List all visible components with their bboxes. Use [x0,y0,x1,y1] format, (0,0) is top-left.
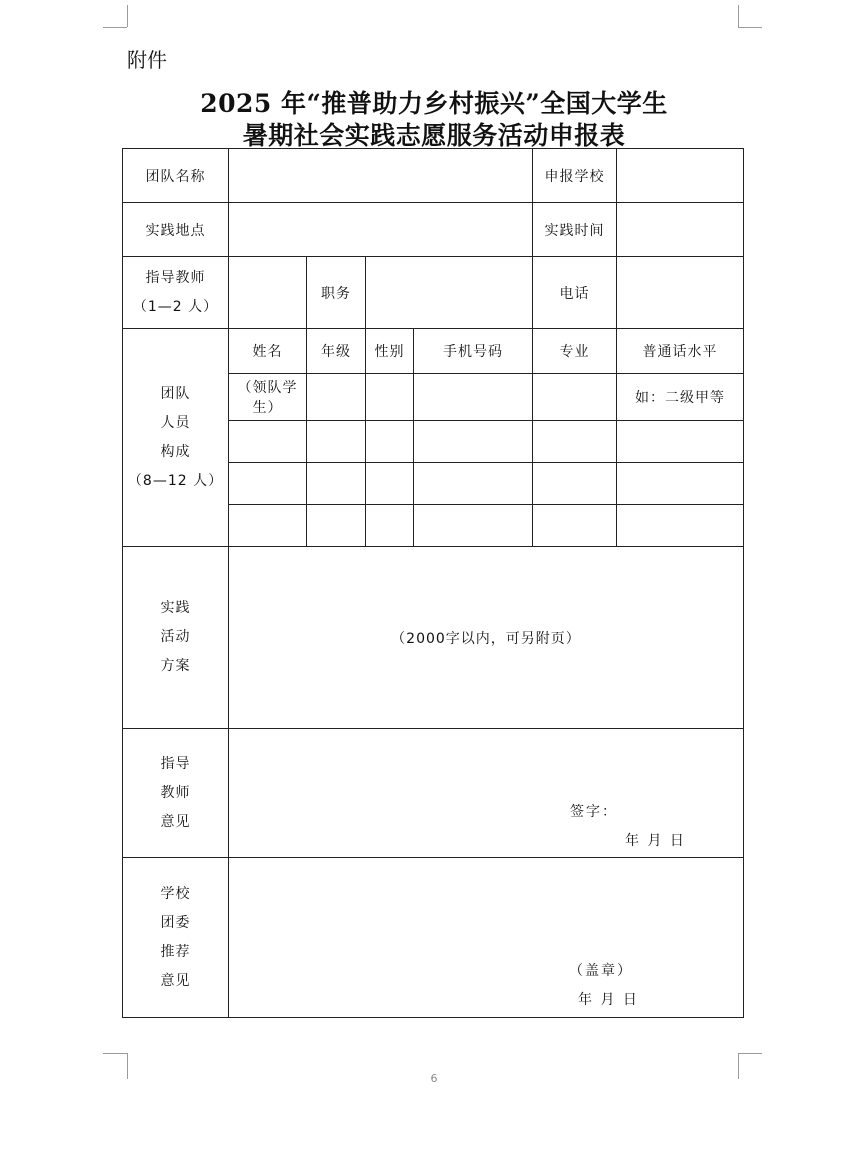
plan-label-line: 活动 [160,629,191,645]
member-cell[interactable] [617,505,744,547]
school-opinion-field[interactable] [229,858,744,1018]
plan-label-line: 实践 [160,600,191,616]
mandarin-example: 如：二级甲等 [617,374,744,421]
row-school-opinion [123,858,744,1018]
row-activity-plan [123,547,744,729]
members-label-line: 人员 [160,414,191,431]
time-field[interactable] [617,203,744,257]
member-cell[interactable] [414,421,533,463]
advisor-label [123,257,229,329]
advisor-opinion-field[interactable] [229,729,744,858]
advisor-opinion-label [123,729,229,858]
school-opinion-label [123,858,229,1018]
school-opinion-label-line: 意见 [160,972,191,989]
crop-mark-top-left [127,5,128,27]
column-header-mobile: 手机号码 [414,329,533,374]
member-cell[interactable] [414,374,533,421]
plan-label [123,547,229,729]
document-title-line1: 2025 年“推普助力乡村振兴”全国大学生 [200,89,668,118]
row-advisor-opinion [123,729,744,858]
member-cell[interactable] [307,421,366,463]
members-label [123,329,229,547]
school-opinion-label-line: 团委 [160,914,191,931]
crop-mark-bottom-left-h [103,1053,127,1054]
school-field[interactable] [617,149,744,203]
column-header-gender: 性别 [366,329,414,374]
position-label: 职务 [307,257,366,329]
seal-date: 年 月 日 [578,992,639,1008]
member-cell[interactable] [307,463,366,505]
member-cell[interactable] [533,374,617,421]
column-header-grade: 年级 [307,329,366,374]
time-label: 实践时间 [533,203,617,257]
column-header-mandarin-level: 普通话水平 [617,329,744,374]
row-location [123,203,744,257]
member-cell[interactable] [414,463,533,505]
crop-mark-top-right-h [738,27,762,28]
school-opinion-label-line: 学校 [160,885,191,902]
signature-date: 年 月 日 [625,833,686,849]
member-cell[interactable] [229,463,307,505]
member-cell[interactable] [414,505,533,547]
leader-note: （领队学生） [229,374,307,421]
advisor-opinion-label-line: 教师 [160,784,191,801]
member-cell[interactable] [366,463,414,505]
phone-label: 电话 [533,257,617,329]
school-label: 申报学校 [533,149,617,203]
advisor-opinion-label-line: 意见 [160,813,191,830]
advisor-label-line2: （1—2 人） [132,298,219,315]
crop-mark-top-right [738,5,739,27]
member-cell[interactable] [307,374,366,421]
location-label: 实践地点 [123,203,229,257]
team-name-label: 团队名称 [123,149,229,203]
advisor-opinion-label-line: 指导 [160,755,191,772]
crop-mark-top-left-h [103,27,127,28]
members-label-line: 构成 [160,443,191,460]
member-cell[interactable] [229,421,307,463]
column-header-major: 专业 [533,329,617,374]
crop-mark-bottom-right-h [738,1053,762,1054]
plan-field[interactable] [229,547,744,729]
advisor-name-field[interactable] [229,257,307,329]
signature-label: 签字： [570,804,618,820]
member-cell[interactable] [366,374,414,421]
advisor-label-line1: 指导教师 [145,269,206,286]
team-name-field[interactable] [229,149,533,203]
member-cell[interactable] [533,463,617,505]
application-form-table [122,148,744,1018]
row-advisor [123,257,744,329]
position-field[interactable] [366,257,533,329]
location-field[interactable] [229,203,533,257]
member-cell[interactable] [617,421,744,463]
attachment-label: 附件 [127,48,167,72]
plan-label-line: 方案 [160,658,191,674]
column-header-name: 姓名 [229,329,307,374]
members-label-line: 团队 [160,385,191,402]
member-cell[interactable] [533,421,617,463]
members-header-row [123,329,744,374]
member-cell[interactable] [307,505,366,547]
seal-label: （盖章） [569,963,633,979]
member-cell[interactable] [533,505,617,547]
member-cell[interactable] [229,505,307,547]
page-number: 6 [430,1072,438,1085]
phone-field[interactable] [617,257,744,329]
member-cell[interactable] [617,463,744,505]
school-opinion-label-line: 推荐 [160,943,191,960]
member-cell[interactable] [366,505,414,547]
document-title-line2: 暑期社会实践志愿服务活动申报表 [242,121,626,150]
plan-hint: （2000字以内，可另附页） [391,630,581,647]
member-cell[interactable] [366,421,414,463]
members-label-line: （8—12 人） [127,472,224,489]
row-team-name [123,149,744,203]
